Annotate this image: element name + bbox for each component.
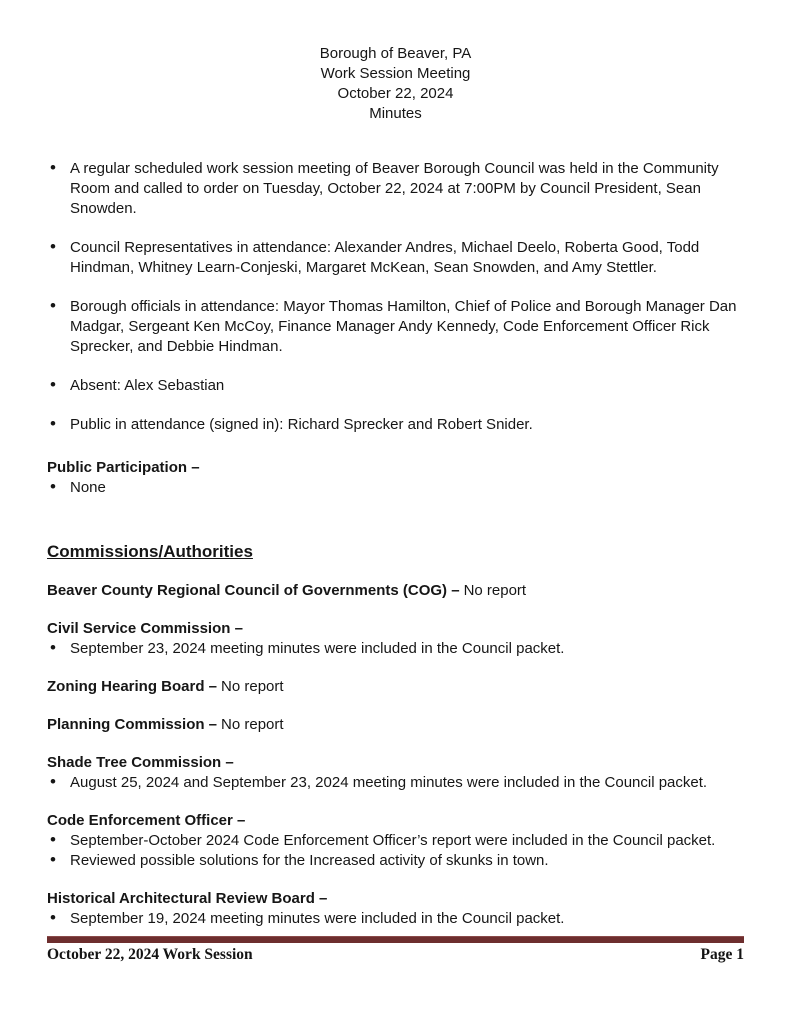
section-inline-cog: No report [463, 582, 527, 599]
section-planning-commission [47, 715, 744, 735]
section-harb [47, 889, 744, 929]
section-code-enforcement [47, 811, 744, 871]
section-heading-zoning: Zoning Hearing Board – [47, 678, 218, 695]
harb-bullet: • September 19, 2024 meeting minutes were included in the Council packet. [47, 909, 744, 929]
intro-bullet-call-to-order: • A regular scheduled work session meeting of Beaver Borough Council was held in the Community Room and called to order on Tuesday, October 22, 2024 at 7:00PM by Council President, Sean Snowden. [47, 159, 744, 219]
section-cog [47, 581, 744, 601]
page-footer [47, 936, 744, 965]
intro-bullet-council-representatives: • Council Representatives in attendance: Alexander Andres, Michael Deelo, Roberta Good, Todd Hindman, Whitney Learn-Conjeski, Margaret McKean, Sean Snowden, and Amy Stettler. [47, 238, 744, 278]
section-heading-shade-tree: Shade Tree Commission – [47, 754, 234, 771]
doc-title-minutes: Minutes [369, 105, 422, 122]
section-heading-civil-service: Civil Service Commission – [47, 620, 243, 637]
footer-page-number: Page 1 [700, 946, 744, 963]
intro-bullet-list [47, 159, 744, 435]
doc-header [47, 0, 744, 124]
section-shade-tree [47, 753, 744, 793]
section-heading-harb: Historical Architectural Review Board – [47, 890, 328, 907]
intro-bullet-public-attendance: • Public in attendance (signed in): Richard Sprecker and Robert Snider. [47, 415, 744, 435]
section-zoning-hearing-board [47, 677, 744, 697]
doc-title-meeting-type: Work Session Meeting [320, 65, 471, 82]
public-participation-heading: Public Participation – [47, 459, 200, 476]
doc-title-org: Borough of Beaver, PA [319, 45, 472, 62]
section-inline-zoning: No report [221, 678, 284, 695]
section-heading-planning: Planning Commission – [47, 716, 218, 733]
doc-title-date: October 22, 2024 [337, 85, 454, 102]
code-enforcement-bullet-skunks: • Reviewed possible solutions for the Increased activity of skunks in town. [47, 851, 744, 871]
footer-divider-bar [47, 936, 744, 943]
shade-tree-bullet: • August 25, 2024 and September 23, 2024 meeting minutes were included in the Council packet. [47, 773, 744, 793]
section-heading-code-enforcement: Code Enforcement Officer – [47, 812, 246, 829]
public-participation-section [47, 458, 744, 498]
code-enforcement-bullet-report: • September-October 2024 Code Enforcement Officer’s report were included in the Council packet. [47, 831, 744, 851]
intro-bullet-absent: • Absent: Alex Sebastian [47, 376, 744, 396]
commissions-title: Commissions/Authorities [47, 542, 253, 561]
section-inline-planning: No report [221, 716, 284, 733]
footer-session-label: October 22, 2024 Work Session [47, 946, 253, 963]
section-heading-cog: Beaver County Regional Council of Governments (COG) – [47, 582, 460, 599]
civil-service-bullet: • September 23, 2024 meeting minutes were included in the Council packet. [47, 639, 744, 659]
intro-bullet-borough-officials: • Borough officials in attendance: Mayor Thomas Hamilton, Chief of Police and Borough Manager Dan Madgar, Sergeant Ken McCoy, Finance Manager Andy Kennedy, Code Enforcement Officer Rick Sprecker, and Debbie Hindman. [47, 297, 744, 357]
public-participation-list [47, 478, 744, 498]
section-civil-service [47, 619, 744, 659]
public-participation-none: • None [47, 478, 744, 498]
